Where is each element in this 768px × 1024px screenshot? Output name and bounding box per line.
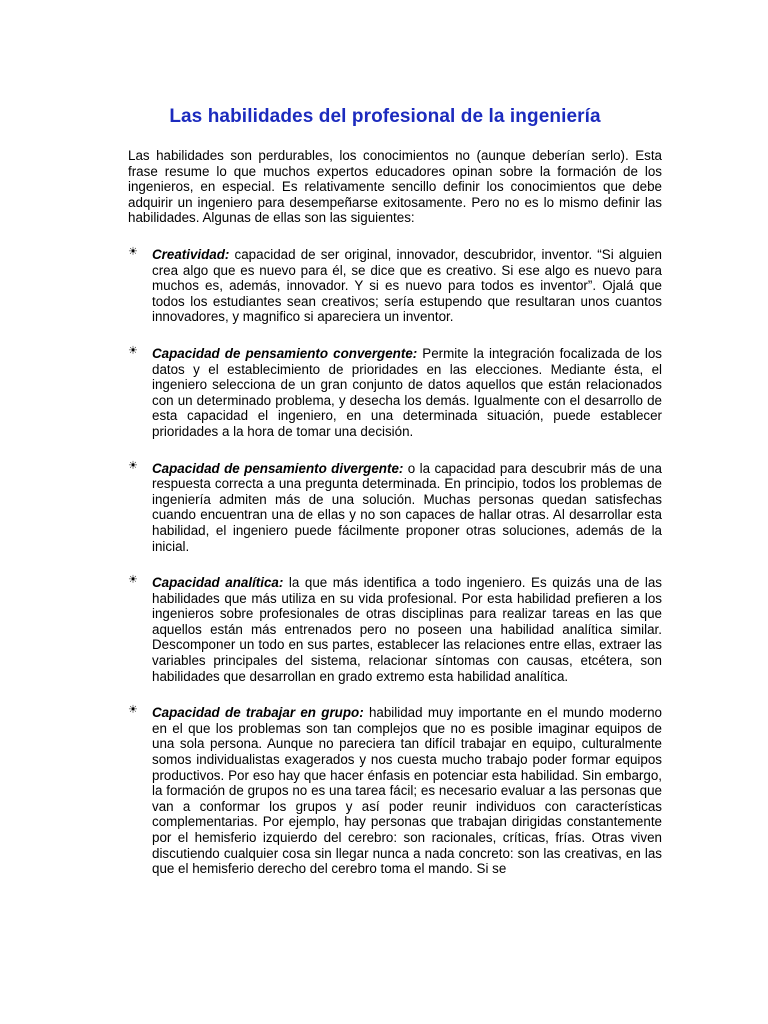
- skill-item-capacidad-analitica: [128, 575, 662, 684]
- skill-term: Capacidad de trabajar en grupo:: [152, 705, 364, 721]
- skill-item-creatividad: [128, 247, 662, 325]
- sun-bullet-icon: ☀: [128, 458, 138, 472]
- intro-paragraph: Las habilidades son perdurables, los conocimientos no (aunque deberían serlo). Esta frase resume lo que muchos expertos educadores opinan sobre la formación de los ingenieros, en especial. Es relativamente sencillo definir los conocimientos que debe adquirir un ingeniero para desempeñarse exitosamente. Pero no es lo mismo definir las habilidades. Algunas de ellas son las siguientes:: [128, 148, 662, 226]
- skill-item-pensamiento-divergente: [128, 458, 662, 555]
- skill-term: Capacidad de pensamiento convergente:: [152, 345, 418, 361]
- skill-description: o la capacidad para descubrir más de una respuesta correcta a una pregunta determinada. En principio, todos los problemas de ingeniería admiten más de una solución. Muchas personas quedan satisfechas cuando encuentran una de ellas y no son capaces de hallar otras. Al desarrollar esta habilidad, el ingeniero puede fácilmente proponer otras soluciones, además de la inicial.: [152, 460, 662, 554]
- sun-bullet-icon: ☀: [128, 343, 138, 357]
- skill-term: Capacidad de pensamiento divergente:: [152, 460, 404, 476]
- skills-list: [128, 247, 662, 898]
- skill-description: Permite la integración focalizada de los datos y el establecimiento de prioridades en las elecciones. Mediante ésta, el ingeniero selecciona de un gran conjunto de datos aquellos que están relacionados con un determinado problema, y desecha los demás. Igualmente con el desarrollo de esta capacidad el ingeniero, en una determinada situación, puede establecer prioridades a la hora de tomar una decisión.: [152, 345, 663, 439]
- sun-bullet-icon: ☀: [128, 573, 138, 587]
- skill-description: la que más identifica a todo ingeniero. Es quizás una de las habilidades que más utiliza en su vida profesional. Por esta habilidad prefieren a los ingenieros sobre profesionales de otras disciplinas para realizar tareas en las que aquellos están más entrenados pero no poseen una habilidad analítica similar. Descomponer un todo en sus partes, establecer las relaciones entre ellas, extraer las variables principales del sistema, relacionar síntomas con causas, etcétera, son habilidades que desarrollan en grado extremo esta habilidad analítica.: [152, 575, 662, 684]
- skill-item-pensamiento-convergente: [128, 343, 663, 440]
- document-title: Las habilidades del profesional de la ingeniería: [169, 106, 601, 127]
- skill-description: habilidad muy importante en el mundo moderno en el que los problemas son tan complejos que no es posible imaginar equipos de una sola persona. Aunque no pareciera tan difícil trabajar en equipo, culturalmente somos individualistas exagerados y nos cuesta mucho trabajo poder formar equipos productivos. Por eso hay que hacer énfasis en potenciar esta habilidad. Sin embargo, la formación de grupos no es una tarea fácil; es necesario evaluar a las personas que van a conformar los grupos y así poder reunir individuos con características complementarias. Por ejemplo, hay personas que trabajan dirigidas constantemente por el hemisferio izquierdo del cerebro: son racionales, críticas, frías. Otras viven discutiendo cualquier cosa sin llegar nunca a nada concreto: son las creativas, en las que el hemisferio derecho del cerebro toma el mando. Si se: [152, 705, 662, 877]
- skill-term: Creatividad:: [152, 247, 230, 262]
- skill-term: Capacidad analítica:: [152, 575, 284, 591]
- sun-bullet-icon: ☀: [128, 703, 138, 717]
- sun-bullet-icon: ☀: [128, 245, 138, 258]
- skill-description: capacidad de ser original, innovador, descubridor, inventor. “Si alguien crea algo que es nuevo para él, se dice que es creativo. Si ese algo es nuevo para muchos es, además, innovador. Y si es nuevo para todos es inventor”. Ojalá que todos los estudiantes sean creativos; sería estupendo que resultaran unos cuantos innovadores, y magnifico si apareciera un inventor.: [152, 247, 662, 325]
- skill-item-trabajo-en-grupo: [128, 705, 662, 877]
